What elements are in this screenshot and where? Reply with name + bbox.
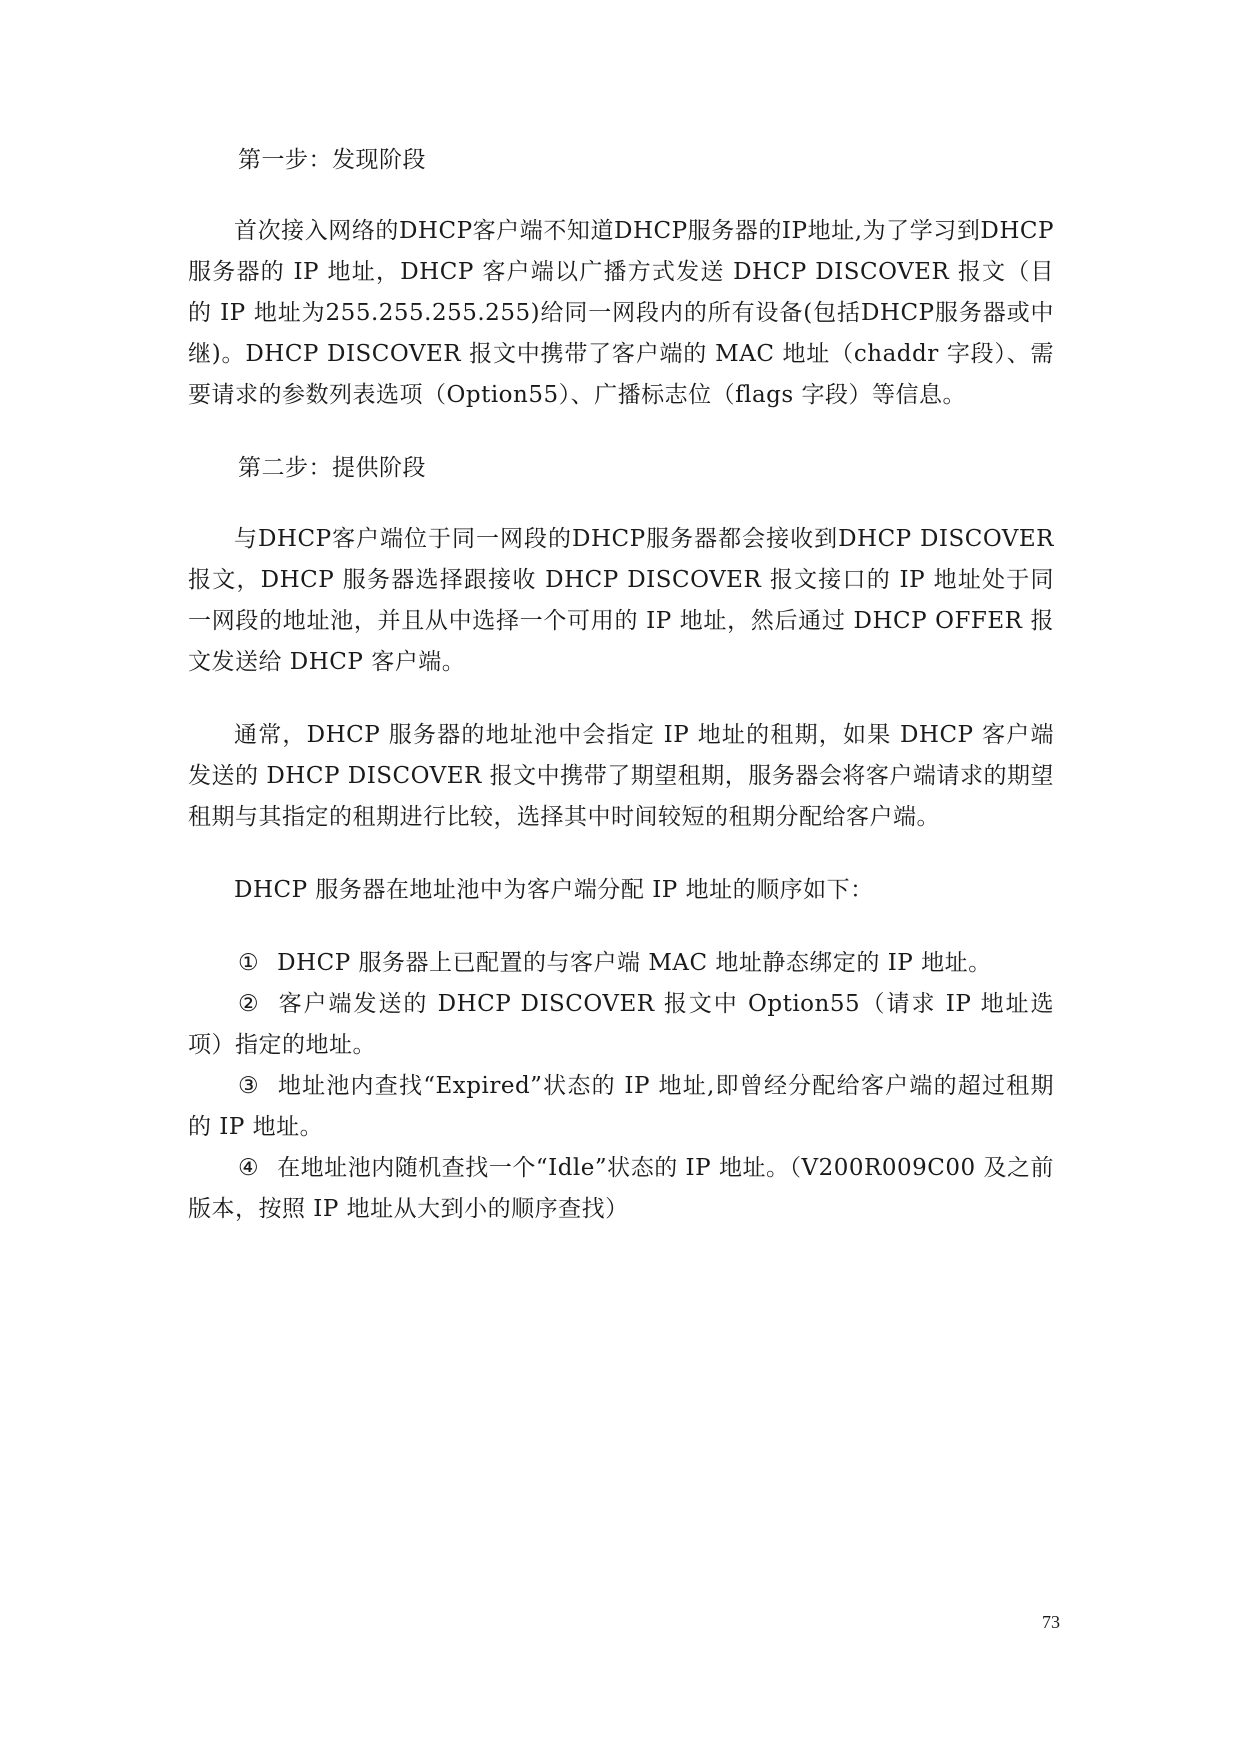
order-intro: DHCP 服务器在地址池中为客户端分配 IP 地址的顺序如下： [234,877,874,903]
lease-paragraph: 通常，DHCP 服务器的地址池中会指定 IP 地址的租期，如果 DHCP 客户端发送的 DHCP DISCOVER 报文中携带了期望租期，服务器会将客户端请求的期望租期与其指定的租期进行比较，选择其中时间较短的租期分配给客户端。 [188,722,1054,830]
order-item-3 [188,1066,1054,1148]
step2-heading: 第二步：提供阶段 [238,455,426,481]
order-item-text: 在地址池内随机查找一个“Idle”状态的 IP 地址。（V200R009C00 及之前版本，按照 IP 地址从大到小的顺序查找） [188,1155,1054,1222]
order-item-text: DHCP 服务器上已配置的与客户端 MAC 地址静态绑定的 IP 地址。 [277,950,992,976]
order-item-marker: ④ [238,1155,260,1181]
order-item-text: 客户端发送的 DHCP DISCOVER 报文中 Option55（请求 IP 地址选项）指定的地址。 [188,991,1054,1058]
order-item-marker: ② [238,991,260,1017]
order-item-4 [188,1148,1054,1230]
order-item-text: 地址池内查找“Expired”状态的 IP 地址,即曾经分配给客户端的超过租期的 IP 地址。 [188,1073,1054,1140]
step1-heading: 第一步：发现阶段 [238,147,426,173]
step2-paragraph: 与DHCP客户端位于同一网段的DHCP服务器都会接收到DHCP DISCOVER报文，DHCP 服务器选择跟接收 DHCP DISCOVER 报文接口的 IP 地址处于同一网段的地址池，并且从中选择一个可用的 IP 地址，然后通过 DHCP OFFER 报文发送给 DHCP 客户端。 [188,526,1054,675]
order-item-marker: ③ [238,1073,260,1099]
page-number: 73 [1042,1612,1060,1632]
order-item-1 [188,943,1054,984]
order-item-2 [188,984,1054,1066]
document-body [188,140,1054,1230]
order-item-marker: ① [238,950,260,976]
step1-paragraph: 首次接入网络的DHCP客户端不知道DHCP服务器的IP地址,为了学习到DHCP服务器的 IP 地址，DHCP 客户端以广播方式发送 DHCP DISCOVER 报文（目的 IP 地址为255.255.255.255)给同一网段内的所有设备(包括DHCP服务器或中继)。DHCP DISCOVER 报文中携带了客户端的 MAC 地址（chaddr 字段）、需要请求的参数列表选项（Option55）、广播标志位（flags 字段）等信息。 [188,218,1054,408]
